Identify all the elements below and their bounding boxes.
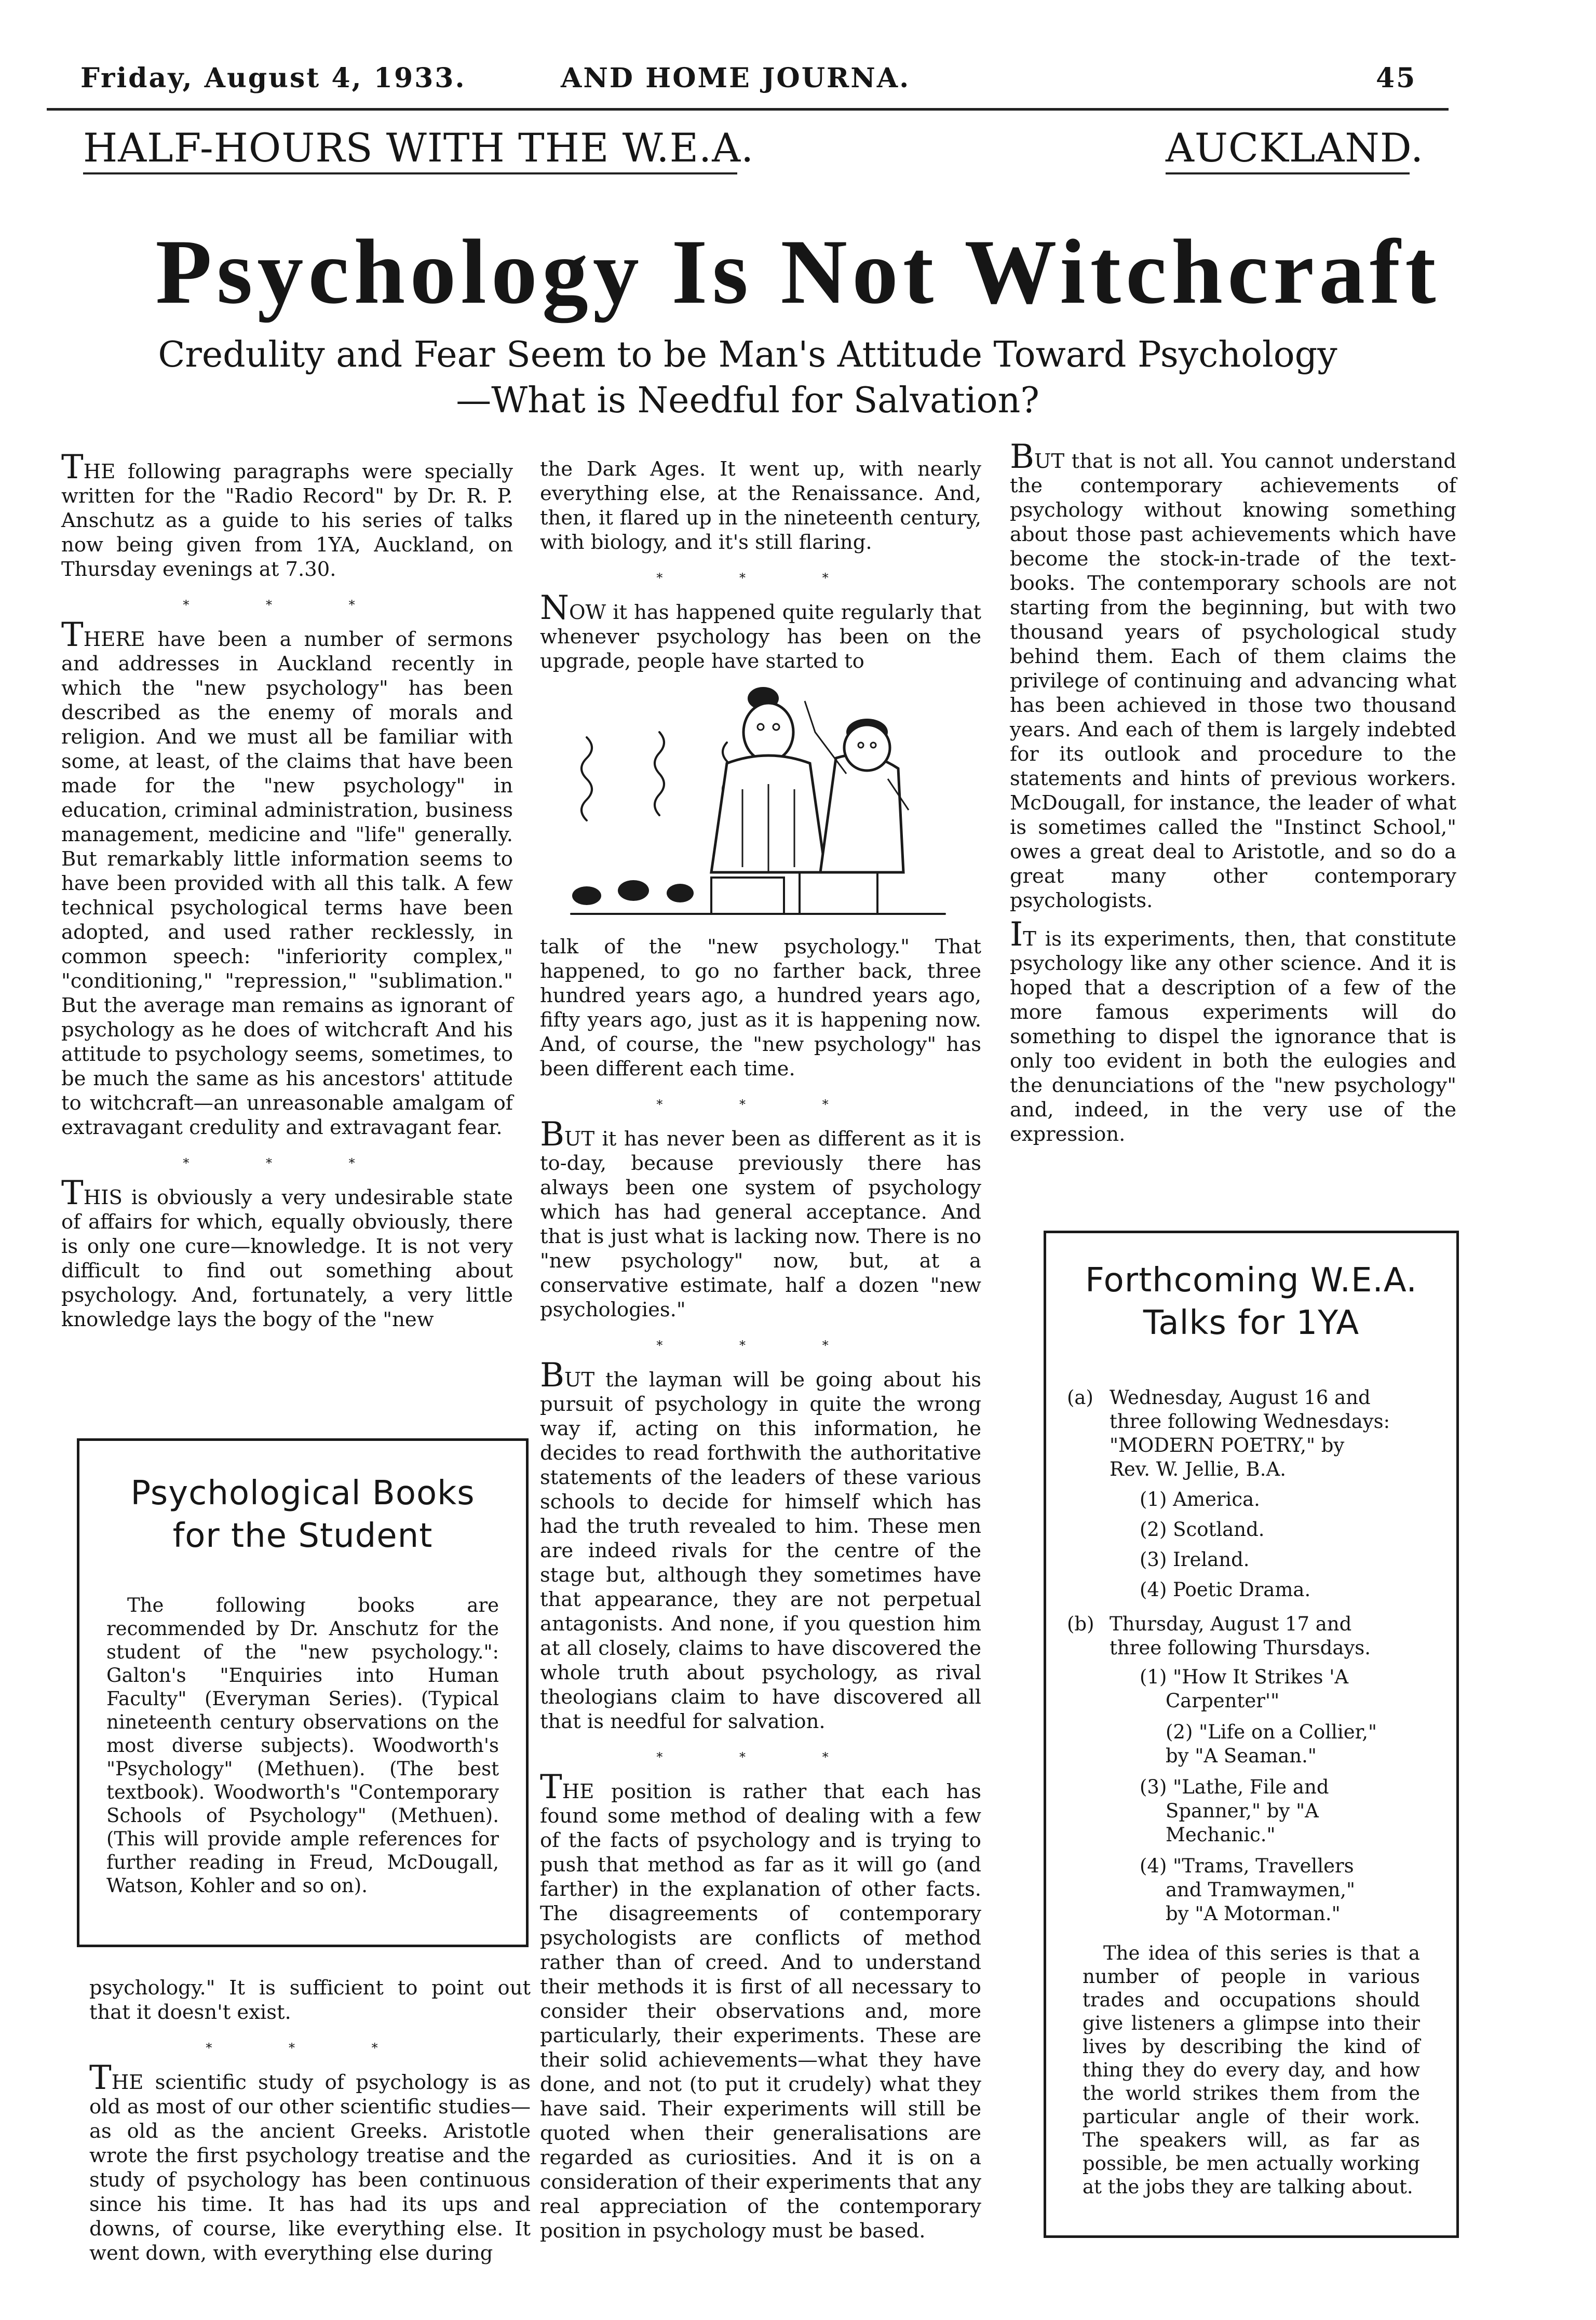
talk-item: (2) "Life on a Collier," xyxy=(1166,1721,1377,1743)
paragraph-text: HE scientific study of psychology is as old as most of our other scientific studies—as old as the ancient Greeks. Aristotle wrote the first psychology treatise and the study of psychology has been continuous since his time. It has had its ups and downs, of course, like everything else. It went down, with everything else during xyxy=(89,2071,531,2265)
section-region: AUCKLAND. xyxy=(1166,125,1424,171)
masthead-rule xyxy=(47,108,1449,111)
books-box-body: The following books are recommended by Dr. Anschutz for the student of the "new psychology.": Galton's "Enquiries into Human Faculty" (Everyman Series). (Typical nineteenth century observations on the most diverse subjects). Woodworth's "Psychology" (Methuen). (The best textbook). Woodworth's "Contemporary Schools of Psychology" (Methuen). (This will provide ample references for further reading in Freud, McDougall, Watson, Kohler and so on). xyxy=(106,1594,499,1897)
poetry-topic: (4) Poetic Drama. xyxy=(1140,1579,1311,1601)
paragraph xyxy=(61,1174,513,1332)
section-break: * * * xyxy=(656,1338,865,1353)
books-heading-line-2: for the Student xyxy=(172,1517,433,1555)
talk-item: by "A Motorman." xyxy=(1166,1903,1341,1925)
drop-cap: B xyxy=(1010,438,1035,476)
series-a-line: Rev. W. Jellie, B.A. xyxy=(1110,1458,1286,1480)
page-number: 45 xyxy=(1376,62,1417,94)
series-a-line: Wednesday, August 16 and xyxy=(1110,1386,1371,1409)
issue-date: Friday, August 4, 1933. xyxy=(80,62,466,94)
series-a-line: three following Wednesdays: xyxy=(1110,1410,1390,1433)
paragraph-text: HERE have been a number of sermons and addresses in Auckland recently in which the "new psychology" has been described as the enemy of morals and religion. And we must all be familiar with some, at least, of the claims that have been made for the "new psychology" in education, criminal administration, business management, medicine and "life" generally. But remarkably little information seems to have been provided with all this talk. A few technical psychological terms have been adopted, and used rather recklessly, in common speech: "inferiority complex," "conditioning," "repression," "sublimation." But the average man remains as ignorant of psychology as he does of witchcraft And his attitude to psychology seems, sometimes, to be much the same as his ancestors' attitude to witchcraft—an unreasonable amalgam of extravagant credulity and extravagant fear. xyxy=(61,628,513,1139)
talks-box-footer: The idea of this series is that a number of people in various trades and occupations should give listeners a glimpse into their lives by describing the kind of thing they do every day, and how the world strikes them from the particular angle of their work. The speakers will, as far as possible, be men actually working at the jobs they are talking about. xyxy=(1083,1942,1420,2198)
section-break: * * * xyxy=(183,1156,391,1170)
talks-box xyxy=(1044,1231,1459,2238)
intro-paragraph xyxy=(61,448,513,582)
paragraph-text: HE position is rather that each has found some method of dealing with a few of the facts of psychology and is trying to push that method as far as it will go (and farther) in the explanation of other facts. The disagreements of contemporary psychologists are conflicts of method rather than of creed. And to understand their methods it is first of all necessary to consider their observations and, more particularly, their experiments. These are their solid achievements—what they have done, and not (to put it crudely) what they have said. Their experiments will still be quoted when their generalisations are regarded as curiosities. And it is on a consideration of their experiments that any real appreciation of the contemporary position in psychology must be based. xyxy=(540,1780,981,2243)
subheadline-line-2: —What is Needful for Salvation? xyxy=(456,380,1039,421)
poetry-topic: (2) Scotland. xyxy=(1140,1518,1265,1541)
drop-cap: T xyxy=(61,448,84,487)
talk-item: Mechanic." xyxy=(1166,1824,1276,1846)
section-break: * * * xyxy=(206,2041,414,2055)
series-b-line: Thursday, August 17 and xyxy=(1110,1613,1352,1635)
paragraph: the Dark Ages. It went up, with nearly everything else, at the Renaissance. And, then, it flared up in the nineteenth century, with biology, and it's still flaring. xyxy=(540,457,981,554)
section-title: HALF-HOURS WITH THE W.E.A. xyxy=(83,125,754,171)
paragraph: talk of the "new psychology." That happened, to go no farther back, three hundred years ago, a hundred years ago, fifty years ago, just as it is happening now. And, of course, the "new psychology" has been different each time. xyxy=(540,935,981,1081)
drop-cap: T xyxy=(89,2059,112,2097)
paragraph: psychology." It is sufficient to point out that it doesn't exist. xyxy=(89,1976,531,2024)
headline: Psychology Is Not Witchcraft xyxy=(155,220,1441,323)
talk-item: (1) "How It Strikes 'A xyxy=(1140,1666,1349,1688)
paragraph xyxy=(1010,915,1456,1146)
series-a-marker: (a) xyxy=(1067,1386,1093,1409)
section-break: * * * xyxy=(656,1750,865,1764)
paragraph xyxy=(540,1115,981,1322)
talks-heading-line-1: Forthcoming W.E.A. xyxy=(1085,1261,1417,1300)
talk-item: Spanner," by "A xyxy=(1166,1800,1319,1822)
series-b-marker: (b) xyxy=(1067,1613,1094,1635)
paragraph xyxy=(89,2059,531,2265)
talk-item: (4) "Trams, Travellers xyxy=(1140,1855,1354,1877)
drop-cap: T xyxy=(61,616,84,654)
column-2-upper xyxy=(540,457,981,685)
paragraph xyxy=(540,1356,981,1734)
paragraph xyxy=(61,616,513,1140)
section-underline-right xyxy=(1166,172,1410,174)
drop-cap: B xyxy=(540,1115,565,1154)
section-break: * * * xyxy=(656,571,865,585)
paragraph-text: UT that is not all. You cannot understand the contemporary achievements of psychology without knowing something about those past achievements which have become the stock-in-trade of the text-books. The contemporary schools are not starting from the beginning, but with two thousand years of psychological study behind them. Each of them claims the privilege of continuing and advancing what has been achieved in those two thousand years. And each of them is largely indebted for its outlook and procedure to the statements and hints of previous workers. McDougall, for instance, the leader of what is sometimes called the "Instinct School," owes a great deal to Aristotle, and so do a great many other contemporary psychologists. xyxy=(1010,450,1456,912)
paragraph xyxy=(540,589,981,673)
paragraph xyxy=(540,1768,981,2243)
drop-cap: T xyxy=(61,1174,84,1212)
column-2-lower xyxy=(540,935,981,2255)
books-box xyxy=(77,1438,529,1947)
talks-box-heading xyxy=(1067,1259,1436,1344)
talk-series-b xyxy=(1067,1612,1436,1926)
subheadline-line-1: Credulity and Fear Seem to be Man's Attitude Toward Psychology xyxy=(158,334,1337,375)
paragraph-text: T is its experiments, then, that constitute psychology like any other science. And it is hoped that a description of a few of the more famous experiments will do something to dispel the ignorance that is only too evident in both the eulogies and the denunciations of the "new psychology" and, indeed, in the very use of the expression. xyxy=(1010,927,1456,1146)
paragraph-text: UT the layman will be going about his pursuit of psychology in quite the wrong way if, acting on this information, he decides to read forthwith the authoritative statements of the leaders of these various schools to decide for himself which has had the truth revealed to him. These men are indeed rivals for the centre of the stage but, although they sometimes have that appearance, they are not perpetual antagonists. And none, if you question him at all closely, claims to have discovered the whole truth about psychology, as rival theologians claim to have discovered all that is needful for salvation. xyxy=(540,1368,981,1733)
section-break: * * * xyxy=(183,598,391,612)
drop-cap: I xyxy=(1010,915,1023,954)
talk-item: and Tramwaymen," xyxy=(1166,1879,1356,1901)
paragraph-text: OW it has happened quite regularly that whenever psychology has been on the upgrade, people have started to xyxy=(540,601,981,673)
section-break: * * * xyxy=(656,1097,865,1112)
talk-item: by "A Seaman." xyxy=(1166,1745,1317,1767)
drop-cap: B xyxy=(540,1356,565,1395)
paragraph-text: HE following paragraphs were specially written for the "Radio Record" by Dr. R. P. Anschutz as a guide to his series of talks now being given from 1YA, Auckland, on Thursday evenings at 7.30. xyxy=(61,460,513,581)
talk-item: (3) "Lathe, File and xyxy=(1140,1776,1329,1798)
column-1-lower xyxy=(89,1976,531,2277)
talk-series-a xyxy=(1067,1386,1436,1602)
books-box-heading xyxy=(106,1472,499,1557)
poetry-topic: (1) America. xyxy=(1140,1488,1260,1510)
journal-name: AND HOME JOURNA. xyxy=(561,62,911,94)
talk-item: Carpenter'" xyxy=(1166,1690,1280,1712)
drop-cap: T xyxy=(540,1768,562,1806)
drop-cap: N xyxy=(540,589,569,627)
books-heading-line-1: Psychological Books xyxy=(130,1474,475,1513)
section-underline-left xyxy=(83,172,737,174)
cartoon-illustration xyxy=(556,670,961,924)
paragraph xyxy=(1010,438,1456,913)
column-1-upper xyxy=(61,448,513,1343)
column-3-upper xyxy=(1010,438,1456,1158)
talks-heading-line-2: Talks for 1YA xyxy=(1143,1304,1360,1342)
paragraph-text: UT it has never been as different as it is to-day, because previously there has always been one system of psychology which has had general acceptance. And that is just what is lacking now. There is no "new psychology" now, but, at a conservative estimate, half a dozen "new psychologies." xyxy=(540,1127,981,1321)
paragraph-text: HIS is obviously a very undesirable state of affairs for which, equally obviously, there is only one cure—knowledge. It is not very difficult to find out something about psychology. And, fortunately, a very little knowledge lays the bogy of the "new xyxy=(61,1186,513,1331)
series-a-line: "MODERN POETRY," by xyxy=(1110,1434,1345,1456)
poetry-topic: (3) Ireland. xyxy=(1140,1548,1250,1571)
series-b-line: three following Thursdays. xyxy=(1110,1637,1371,1659)
